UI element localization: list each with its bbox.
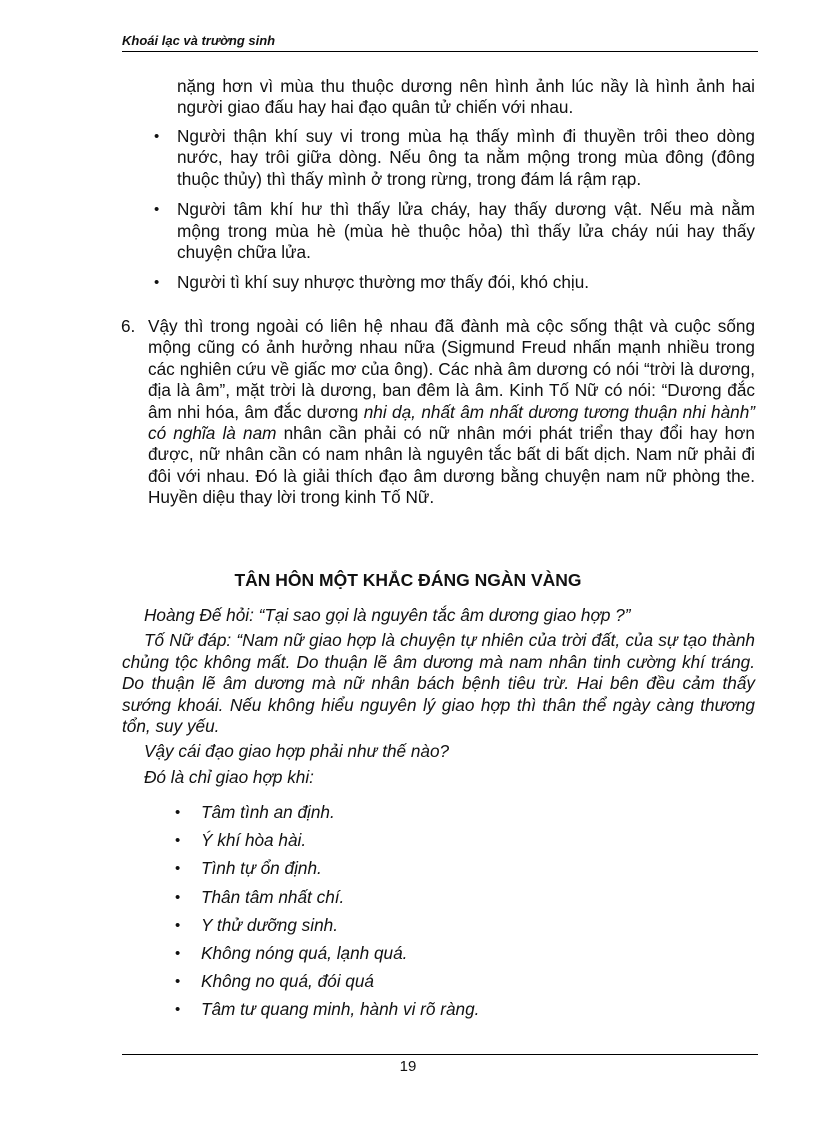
conditions-bullet-list: [150, 802, 755, 1028]
bullet-icon: •: [175, 804, 181, 821]
dream-bullet-list: [150, 126, 755, 303]
condition-text: Tâm tư quang minh, hành vi rõ ràng.: [201, 999, 480, 1020]
bullet-text: Người tì khí suy nhược thường mơ thấy đói, khó chịu.: [177, 272, 590, 293]
continuation-paragraph: nặng hơn vì mùa thu thuộc dương nên hình ảnh lúc nầy là hình ảnh hai người giao đấu hay hai đạo quân tử chiến với nhau.: [177, 76, 755, 118]
list-number: 6.: [121, 316, 136, 336]
dialogue-answer: Đó là chỉ giao hợp khi:: [144, 766, 314, 787]
numbered-text-part1: Vậy thì trong ngoài có liên hệ nhau đã đành mà cộc sống thật và cuộc sống mộng cũng có ảnh hưởng nhau nữa (Sigmund Freud nhấn mạnh nhiều trong các nghiên cứu về giấc mơ của ông). Các nhà âm dương có nói “trời là dương, địa là âm”, mặt trời là dương, ban đêm là âm. Kinh Tố Nữ có nói: “Dương đắc âm nhi hóa, âm đắc dương: [148, 316, 755, 422]
page-number: 19: [399, 1058, 417, 1075]
dialogue-question: Hoàng Đế hỏi: “Tại sao gọi là nguyên tắc âm dương giao hợp ?”: [144, 605, 631, 625]
dialogue-answer: Tố Nữ đáp: “Nam nữ giao hợp là chuyện tự nhiên của trời đất, của sự tạo thành chủng tộc không mất. Do thuận lẽ âm dương mà nam nhân tinh cường khí tráng. Do thuận lẽ âm dương mà nữ nhân bách bệnh tiêu trừ. Hai bên đều cảm thấy sướng khoái. Nếu không hiểu nguyên lý giao hợp thì thân thể ngày càng thương tổn, suy yếu.: [122, 630, 755, 737]
bullet-icon: •: [175, 916, 181, 934]
condition-text: Thân tâm nhất chí.: [201, 886, 345, 907]
condition-item: [150, 999, 755, 1020]
condition-text: Ý khí hòa hài.: [201, 830, 307, 851]
bullet-text: Người thận khí suy vi trong mùa hạ thấy mình đi thuyền trôi theo dòng nước, hay trôi giữa dòng. Nếu ông ta nằm mộng trong mùa đông (đông thuộc thủy) thì thấy mình ở trong rừng, trong đám lá rậm rạp.: [177, 126, 755, 189]
bullet-icon: •: [175, 1001, 181, 1019]
condition-text: Không no quá, đói quá: [201, 971, 374, 992]
numbered-text-part3: nhân cần phải có nữ nhân mới phát triển thay đổi hay hơn được, nữ nhân cần có nam nhân là nguyên tắc bất di bất dịch. Nam nữ phải đi đôi với nhau. Đó là giải thích đạo âm dương bằng chuyện nam nữ phòng the. Huyền diệu thay lời trong kinh Tố Nữ.: [148, 423, 755, 508]
bullet-item: [150, 272, 755, 293]
bullet-icon: •: [154, 128, 160, 145]
condition-item: [150, 802, 755, 823]
bullet-icon: •: [175, 860, 181, 878]
bullet-icon: •: [175, 832, 181, 850]
numbered-text: [121, 316, 755, 509]
bullet-item: [150, 199, 755, 263]
bullet-item: [150, 126, 755, 190]
bullet-icon: •: [154, 274, 160, 292]
bullet-icon: •: [175, 944, 181, 962]
condition-text: Y thử dưỡng sinh.: [201, 914, 338, 935]
condition-text: Không nóng quá, lạnh quá.: [201, 942, 408, 963]
section-title: TÂN HÔN MỘT KHẮC ĐÁNG NGÀN VÀNG: [234, 570, 582, 590]
condition-item: [150, 887, 755, 908]
bullet-icon: •: [154, 201, 160, 219]
condition-text: Tâm tình an định.: [201, 802, 335, 822]
bullet-icon: •: [175, 973, 181, 991]
condition-item: [150, 830, 755, 851]
footer-divider: [122, 1054, 758, 1055]
header-divider: [122, 51, 758, 52]
condition-item: [150, 943, 755, 964]
running-header: Khoái lạc và trường sinh: [122, 33, 276, 48]
dialogue-question: Vậy cái đạo giao hợp phải như thế nào?: [144, 741, 450, 762]
condition-text: Tình tự ổn định.: [201, 858, 322, 879]
condition-item: [150, 858, 755, 879]
bullet-icon: •: [175, 888, 181, 906]
dialogue-block: [122, 605, 755, 792]
numbered-text-italic: nhi dạ, nhất âm nhất dương tương thuận nhi hành” có nghĩa là nam: [148, 401, 755, 444]
bullet-text: Người tâm khí hư thì thấy lửa cháy, hay thấy dương vật. Nếu mà nằm mộng trong mùa hè (mùa hè thuộc hỏa) thì thấy lửa cháy núi hay thấy chuyện chữa lửa.: [177, 199, 755, 263]
condition-item: [150, 915, 755, 936]
condition-item: [150, 971, 755, 992]
numbered-paragraph-6: [121, 316, 755, 509]
